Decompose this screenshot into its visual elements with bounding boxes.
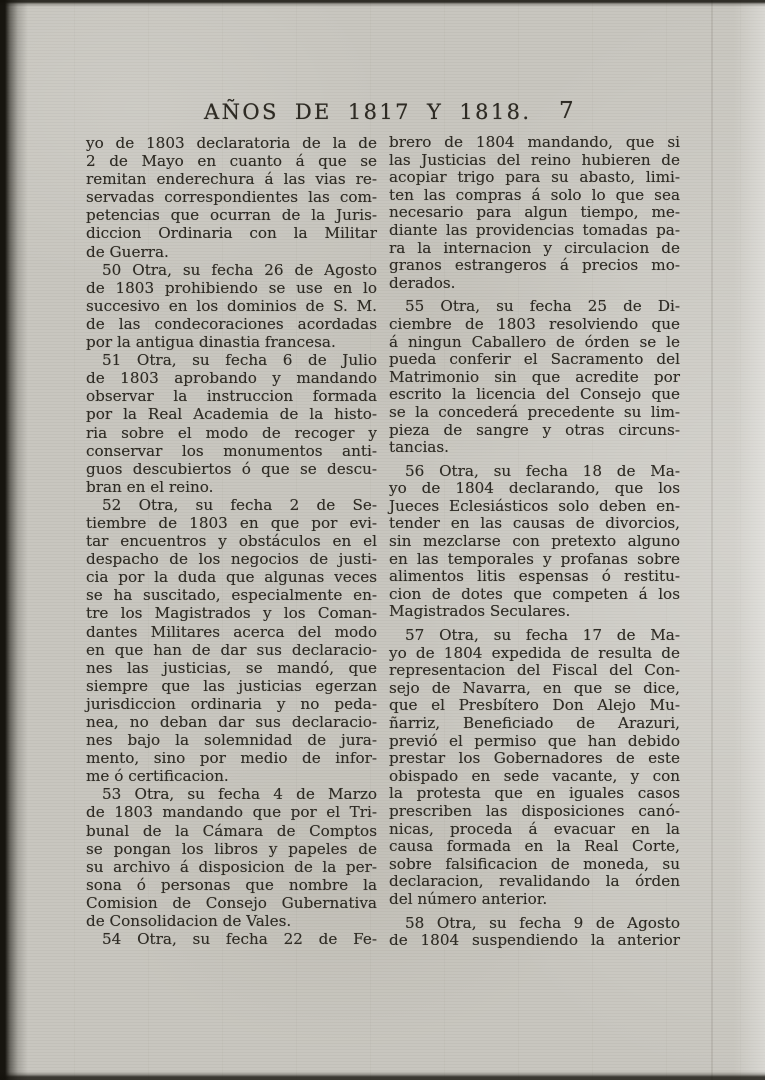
text-line: acopiar trigo para su abasto, limi- [389, 168, 680, 187]
scan-top-edge-shadow [0, 0, 765, 7]
text-line: de Guerra. [86, 242, 169, 261]
text-line: obispado en sede vacante, y con [389, 766, 680, 785]
text-line: Comision de Consejo Gubernativa [86, 893, 377, 912]
text-line: ria sobre el modo de recoger y [86, 423, 377, 442]
text-line: dantes Militares acerca del modo [86, 622, 377, 641]
text-line: que el Presbítero Don Alejo Mu- [389, 696, 680, 715]
text-line: bunal de la Cámara de Comptos [86, 821, 377, 840]
text-line: remitan enderechura á las vias re- [86, 170, 377, 189]
text-columns [86, 134, 680, 950]
text-line: yo de 1804 expedida de resulta de [389, 643, 680, 662]
text-line: nes las justicias, se mandó, que [86, 658, 377, 677]
text-line: de 1804 suspendiendo la anterior [389, 931, 680, 950]
text-line: previó el permiso que han debido [389, 731, 680, 750]
text-line: tender en las causas de divorcios, [389, 514, 680, 533]
text-line: representacion del Fiscal del Con- [389, 661, 680, 680]
text-line: tre los Magistrados y los Coman- [86, 604, 377, 623]
text-line: Jueces Eclesiásticos solo deben en- [389, 496, 680, 515]
paragraph [86, 496, 377, 786]
text-line: ra la internacion y circulacion de [389, 238, 680, 257]
text-line: nes bajo la solemnidad de jura- [86, 731, 377, 750]
text-line: tancias. [389, 438, 449, 457]
text-line: tiembre de 1803 en que por evi- [86, 513, 377, 532]
text-line: succesivo en los dominios de S. M. [86, 296, 377, 315]
text-line: 57 Otra, su fecha 17 de Ma- [405, 626, 680, 645]
text-line: Matrimonio sin que acredite por [389, 367, 680, 386]
text-line: conservar los monumentos anti- [86, 441, 377, 460]
text-line: yo de 1803 declaratoria de la de [86, 134, 377, 152]
text-line: 54 Otra, su fecha 22 de Fe- [102, 930, 377, 949]
text-line: 58 Otra, su fecha 9 de Agosto [405, 913, 680, 932]
text-line: jurisdiccion ordinaria y no peda- [86, 694, 377, 713]
text-line: granos estrangeros á precios mo- [389, 256, 680, 275]
text-line: tar encuentros y obstáculos en el [86, 532, 377, 551]
text-line: declaracion, revalidando la órden [389, 872, 680, 891]
paragraph [389, 298, 680, 456]
text-line: guos descubiertos ó que se descu- [86, 459, 377, 478]
text-line: en las temporales y profanas sobre [389, 549, 680, 568]
text-line: observar la instruccion formada [86, 387, 377, 406]
text-line: sejo de Navarra, en que se dice, [389, 678, 680, 697]
paragraph [86, 134, 377, 261]
paragraph [86, 785, 377, 930]
text-line: derados. [389, 273, 456, 292]
text-line: del número anterior. [389, 889, 548, 908]
paragraph [389, 463, 680, 621]
text-line: se la concederá precedente su lim- [389, 402, 680, 421]
text-line: despacho de los negocios de justi- [86, 550, 377, 569]
text-line: diante las providencias tomadas pa- [389, 220, 680, 239]
text-line: diccion Ordinaria con la Militar [86, 224, 377, 243]
text-line: de 1803 aprobando y mandando [86, 369, 377, 388]
text-line: 53 Otra, su fecha 4 de Marzo [102, 785, 377, 804]
text-line: su archivo á disposicion de la per- [86, 857, 377, 876]
text-line: 55 Otra, su fecha 25 de Di- [405, 297, 680, 316]
paragraph [389, 915, 680, 950]
page-header-title: AÑOS DE 1817 Y 1818. [204, 100, 532, 124]
text-line: de las condecoraciones acordadas [86, 314, 377, 333]
scan-right-edge-highlight [723, 0, 765, 1080]
text-line: Magistrados Seculares. [389, 602, 571, 621]
paragraph [389, 134, 680, 292]
text-line: pueda conferir el Sacramento del [389, 350, 680, 369]
text-line: de 1803 prohibiendo se use en lo [86, 278, 377, 297]
text-line: me ó certificacion. [86, 767, 229, 786]
text-line: 2 de Mayo en cuanto á que se [86, 152, 377, 171]
text-line: nea, no deban dar sus declaracio- [86, 713, 377, 731]
text-line: mento, sino por medio de infor- [86, 749, 377, 768]
text-line: 51 Otra, su fecha 6 de Julio [102, 351, 377, 370]
text-line: sobre falsificacion de moneda, su [389, 854, 680, 873]
text-line: 56 Otra, su fecha 18 de Ma- [405, 461, 680, 480]
text-line: causa formada en la Real Corte, [389, 837, 680, 856]
paper-fold-line [711, 0, 713, 1080]
text-line: 50 Otra, su fecha 26 de Agosto [102, 260, 377, 279]
text-line: siempre que las justicias egerzan [86, 676, 377, 695]
paragraph [86, 351, 377, 496]
text-line: por la antigua dinastia francesa. [86, 333, 336, 352]
text-line: alimentos litis espensas ó restitu- [389, 567, 680, 586]
text-line: necesario para algun tiempo, me- [389, 203, 680, 222]
text-line: bran en el reino. [86, 477, 214, 496]
text-line: 52 Otra, su fecha 2 de Se- [102, 495, 377, 514]
text-line: yo de 1804 declarando, que los [389, 479, 680, 498]
text-line: á ningun Caballero de órden se le [389, 332, 680, 351]
text-line: la protesta que en iguales casos [389, 784, 680, 803]
text-line: ciembre de 1803 resolviendo que [389, 314, 680, 333]
text-line: se ha suscitado, especialmente en- [86, 586, 377, 605]
text-line: petencias que ocurran de la Juris- [86, 206, 377, 225]
text-line: brero de 1804 mandando, que si [389, 133, 680, 151]
paragraph [389, 627, 680, 909]
text-line: en que han de dar sus declaracio- [86, 640, 377, 659]
text-line: cion de dotes que competen á los [389, 584, 680, 603]
paragraph [86, 261, 377, 351]
text-line: nicas, proceda á evacuar en la [389, 819, 680, 838]
scan-left-edge-shadow [0, 0, 28, 1080]
paragraph [86, 930, 377, 948]
text-column-left [86, 134, 377, 950]
page-number: 7 [559, 98, 574, 124]
text-line: sin mezclarse con pretexto alguno [389, 532, 680, 551]
text-line: las Justicias del reino hubieren de [389, 150, 680, 169]
text-line: sona ó personas que nombre la [86, 875, 377, 894]
text-line: servadas correspondientes las com- [86, 188, 377, 207]
text-line: prescriben las disposiciones canó- [389, 801, 680, 820]
text-line: pieza de sangre y otras circuns- [389, 420, 680, 439]
scan-bottom-edge-shadow [0, 1071, 765, 1080]
text-line: ñarriz, Beneficiado de Arazuri, [389, 714, 680, 732]
text-line: escrito la licencia del Consejo que [389, 385, 680, 404]
text-line: ten las compras á solo lo que sea [389, 185, 680, 204]
text-line: por la Real Academia de la histo- [86, 405, 377, 424]
text-line: cia por la duda que algunas veces [86, 568, 377, 587]
text-line: se pongan los libros y papeles de [86, 839, 377, 858]
text-line: de 1803 mandando que por el Tri- [86, 803, 377, 822]
text-line: prestar los Gobernadores de este [389, 749, 680, 768]
text-column-right [389, 134, 680, 950]
text-line: de Consolidacion de Vales. [86, 912, 292, 931]
